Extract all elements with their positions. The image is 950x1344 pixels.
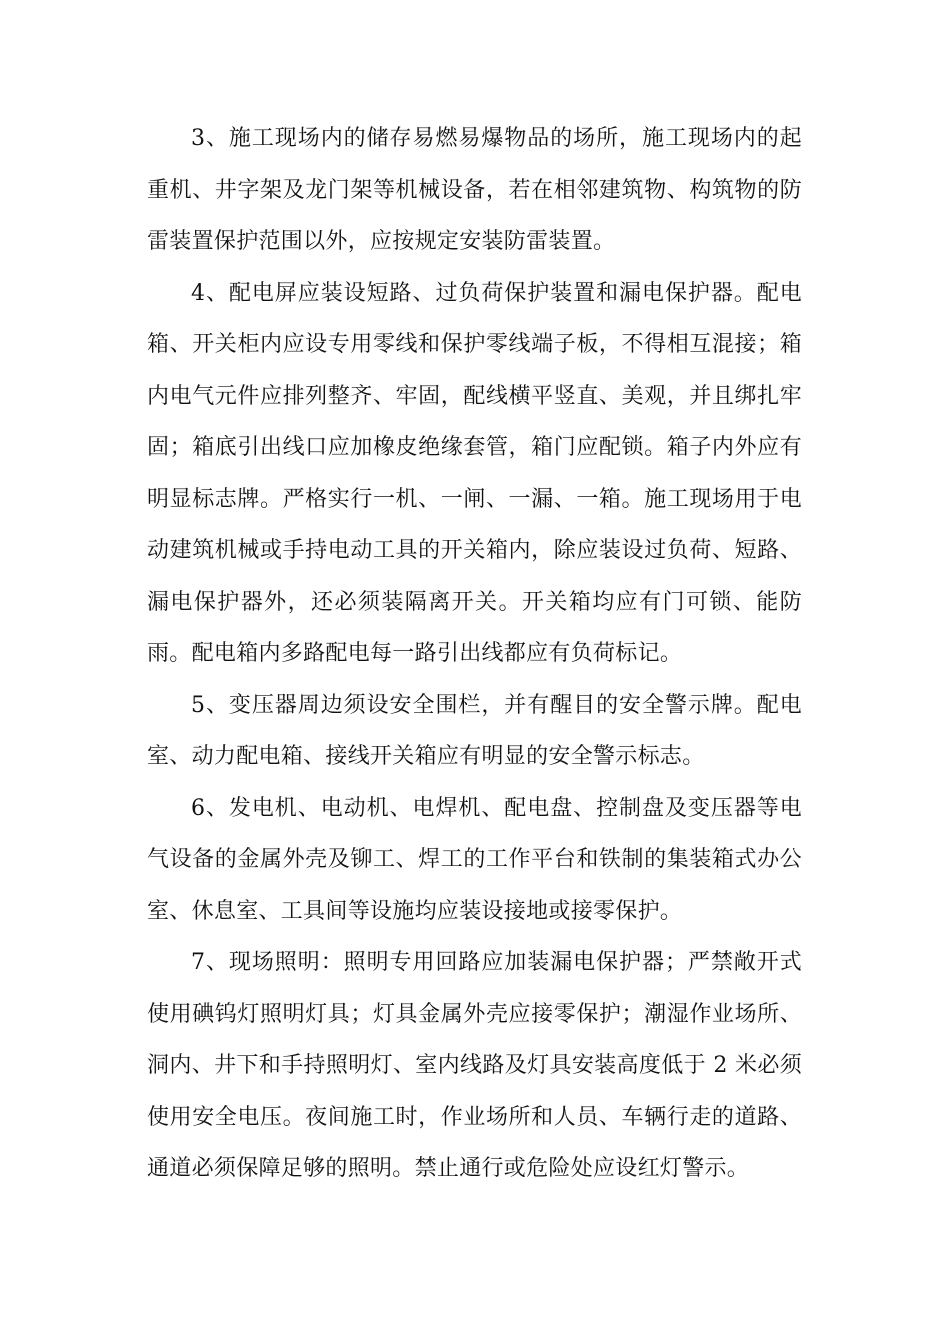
paragraph-item-3: 3、施工现场内的储存易燃易爆物品的场所，施工现场内的起重机、井字架及龙门架等机械设备，若在相邻建筑物、构筑物的防雷装置保护范围以外，应按规定安装防雷装置。 [147, 126, 802, 254]
paragraph-item-4: 4、配电屏应装设短路、过负荷保护装置和漏电保护器。配电箱、开关柜内应设专用零线和保护零线端子板，不得相互混接；箱内电气元件应排列整齐、牢固，配线横平竖直、美观，并且绑扎牢固；箱底引出线口应加橡皮绝缘套管，箱门应配锁。箱子内外应有明显标志牌。严格实行一机、一闸、一漏、一箱。施工现场用于电动建筑机械或手持电动工具的开关箱内，除应装设过负荷、短路、漏电保护器外，还必须装隔离开关。开关箱均应有门可锁、能防雨。配电箱内多路配电每一路引出线都应有负荷标记。 [147, 280, 802, 666]
paragraph-item-5: 5、变压器周边须设安全围栏，并有醒目的安全警示牌。配电室、动力配电箱、接线开关箱应有明显的安全警示标志。 [147, 692, 802, 769]
document-body [147, 113, 802, 1195]
paragraph-item-6: 6、发电机、电动机、电焊机、配电盘、控制盘及变压器等电气设备的金属外壳及铆工、焊工的工作平台和铁制的集装箱式办公室、休息室、工具间等设施均应装设接地或接零保护。 [147, 795, 802, 924]
paragraph-item-7: 7、现场照明：照明专用回路应加装漏电保护器；严禁敞开式使用碘钨灯照明灯具；灯具金属外壳应接零保护；潮湿作业场所、洞内、井下和手持照明灯、室内线路及灯具安装高度低于 2 米必须使用安全电压。夜间施工时，作业场所和人员、车辆行走的道路、通道必须保障足够的照明。禁止通行或危险处应设红灯警示。 [147, 950, 802, 1181]
